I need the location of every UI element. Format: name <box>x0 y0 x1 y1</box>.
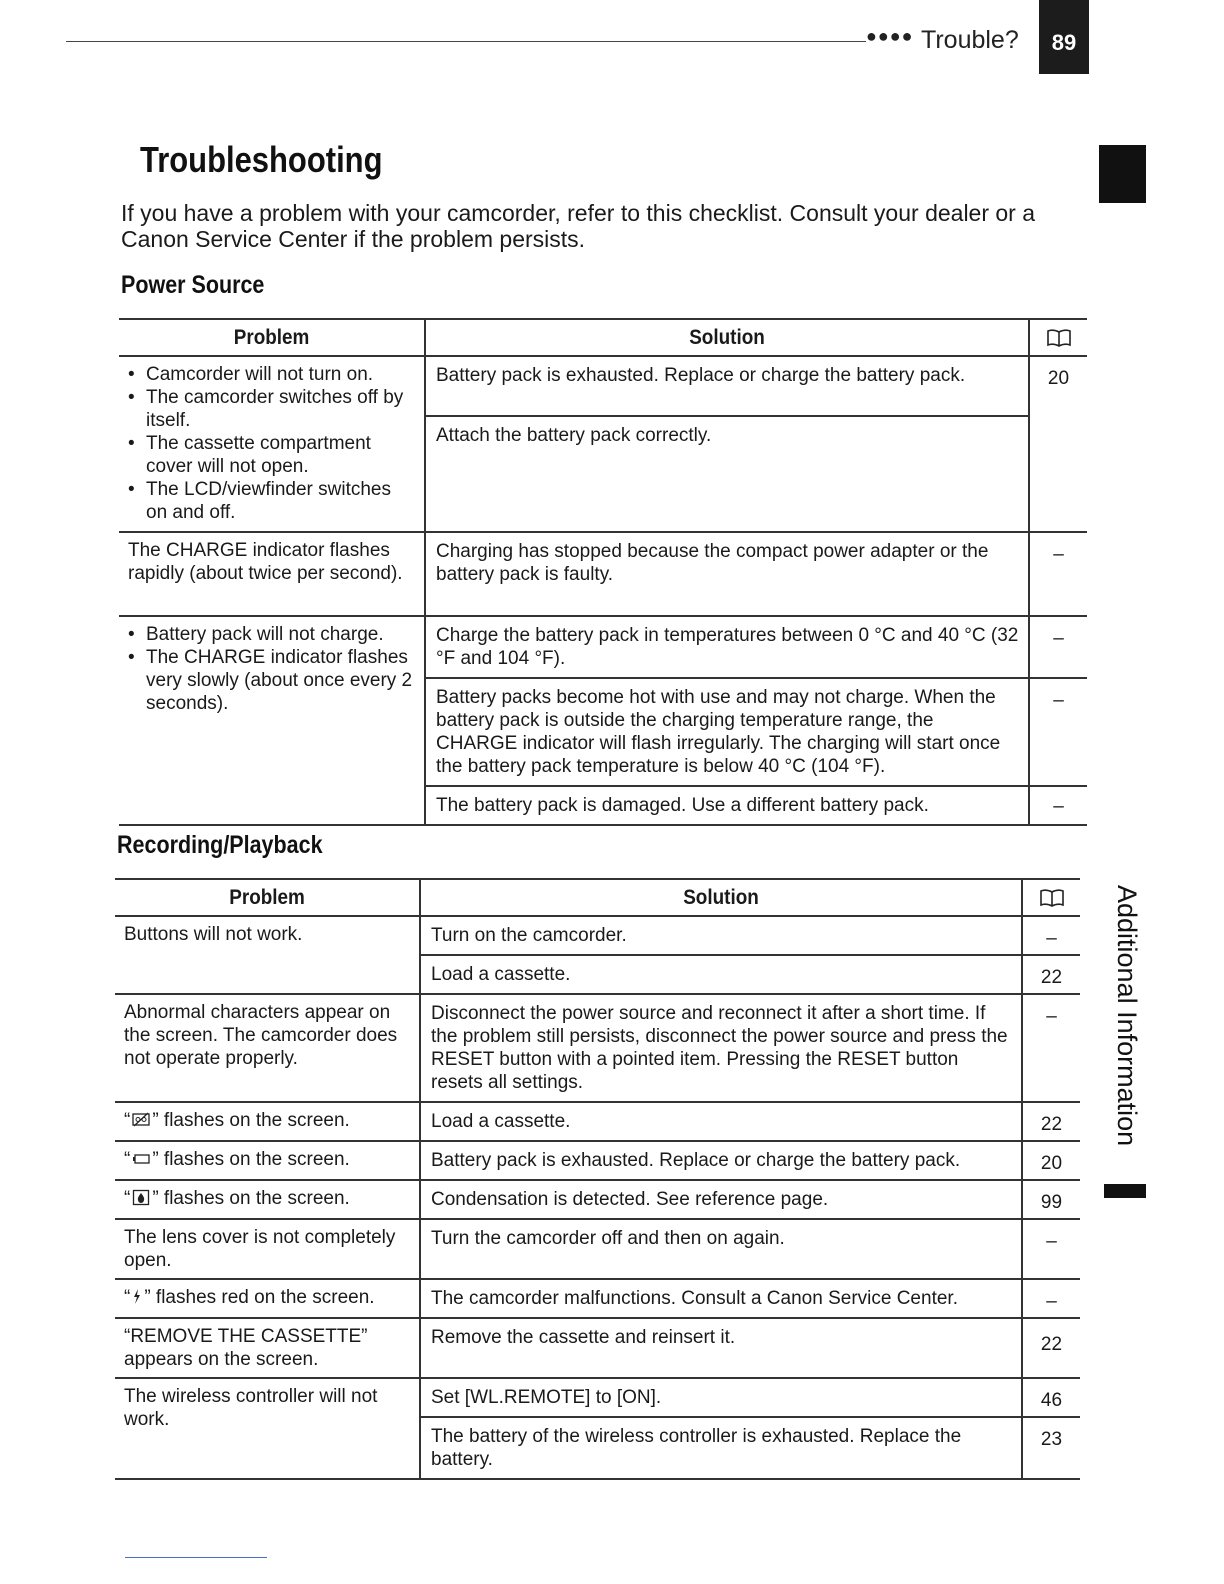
solution-cell: Charging has stopped because the compact power adapter or the battery pack is faulty. <box>425 532 1029 616</box>
reference-cell: – <box>1046 1006 1057 1027</box>
solution-cell: The battery of the wireless controller is exhausted. Replace the battery. <box>420 1417 1022 1479</box>
power-table <box>119 318 1087 826</box>
recording-heading: Recording/Playback <box>117 831 323 859</box>
reference-cell: 23 <box>1040 1429 1063 1450</box>
problem-header: Problem <box>130 879 405 916</box>
quote-open: “ <box>124 1188 131 1209</box>
reference-cell: – <box>1022 916 1080 955</box>
solution-cell: Turn on the camcorder. <box>420 916 1022 955</box>
no-cassette-icon <box>132 1111 150 1128</box>
header-dots: ●●●● <box>866 26 914 46</box>
warning-bolt-icon <box>132 1288 142 1305</box>
quote-open: “ <box>124 1149 131 1170</box>
reference-cell: – <box>1046 1291 1057 1312</box>
problem-header: Problem <box>134 319 409 356</box>
power-heading: Power Source <box>121 271 265 299</box>
reference-cell: – <box>1053 544 1064 565</box>
reference-cell: – <box>1046 1231 1057 1252</box>
footer-rule <box>125 1557 267 1558</box>
problem-cell <box>115 1180 420 1219</box>
quote-open: “ <box>124 1110 131 1131</box>
power-header-row <box>119 319 1087 356</box>
problem-cell: The CHARGE indicator flashes rapidly (about twice per second). <box>119 532 425 616</box>
table-row <box>115 1102 1080 1141</box>
reference-cell: – <box>1029 616 1087 678</box>
solution-cell: Battery pack is exhausted. Replace or charge the battery pack. <box>420 1141 1022 1180</box>
problem-cell <box>119 616 425 825</box>
reference-cell: 22 <box>1040 1334 1063 1355</box>
list-item: • Camcorder will not turn on. <box>128 363 416 386</box>
problem-cell: Buttons will not work. <box>115 916 420 994</box>
page-title: Troubleshooting <box>140 139 383 180</box>
recording-table <box>115 878 1080 1480</box>
solution-cell: Remove the cassette and reinsert it. <box>420 1318 1022 1378</box>
problem-list <box>128 623 416 715</box>
problem-cell <box>115 1279 420 1318</box>
solution-header: Solution <box>450 879 992 916</box>
problem-text: ” flashes on the screen. <box>152 1149 350 1170</box>
reference-cell: 46 <box>1022 1378 1080 1417</box>
problem-cell: The wireless controller will not work. <box>115 1378 420 1479</box>
header-rule <box>66 41 866 42</box>
problem-cell <box>115 1141 420 1180</box>
recording-header-row <box>115 879 1080 916</box>
problem-text: ” flashes on the screen. <box>152 1110 350 1131</box>
table-row <box>115 994 1080 1102</box>
book-icon <box>1046 328 1072 348</box>
reference-cell: – <box>1029 678 1087 786</box>
solution-cell: Disconnect the power source and reconnect it after a short time. If the problem still persists, disconnect the power source and press the RESET button with a pointed item. Pressing the RESET button resets all settings. <box>420 994 1022 1102</box>
table-row <box>115 1378 1080 1417</box>
section-name: Trouble? <box>921 26 1019 54</box>
side-label <box>1106 885 1142 1165</box>
list-item: • The cassette compartment cover will not open. <box>128 432 416 478</box>
side-tab-mark <box>1104 1184 1146 1198</box>
reference-cell: 20 <box>1047 368 1070 389</box>
solution-header: Solution <box>455 319 999 356</box>
solution-cell: Charge the battery pack in temperatures between 0 °C and 40 °C (32 °F and 104 °F). <box>425 616 1029 678</box>
table-row <box>115 1318 1080 1378</box>
battery-empty-icon <box>132 1150 150 1167</box>
problem-cell: Abnormal characters appear on the screen. The camcorder does not operate properly. <box>115 994 420 1102</box>
table-row <box>119 532 1087 616</box>
reference-cell: 22 <box>1040 1114 1063 1135</box>
solution-cell: Battery pack is exhausted. Replace or charge the battery pack. <box>425 356 1029 416</box>
table-row <box>115 916 1080 955</box>
condensation-icon <box>132 1189 150 1206</box>
table-row <box>115 1219 1080 1279</box>
table-row <box>115 1180 1080 1219</box>
solution-cell: Load a cassette. <box>420 955 1022 994</box>
reference-cell: 22 <box>1040 967 1063 988</box>
problem-text: ” flashes red on the screen. <box>144 1287 375 1308</box>
solution-cell: The battery pack is damaged. Use a different battery pack. <box>425 786 1029 825</box>
quote-open: “ <box>124 1287 131 1308</box>
reference-cell: 20 <box>1040 1153 1063 1174</box>
intro-text: If you have a problem with your camcorder, refer to this checklist. Consult your dealer or a Canon Service Center if the problem persists. <box>121 200 1036 252</box>
reference-cell: 99 <box>1040 1192 1063 1213</box>
book-icon <box>1039 888 1065 908</box>
problem-cell: The lens cover is not completely open. <box>115 1219 420 1279</box>
table-row <box>119 356 1087 416</box>
table-row <box>115 1141 1080 1180</box>
problem-list <box>128 363 416 524</box>
table-row <box>119 616 1087 678</box>
problem-cell: “REMOVE THE CASSETTE” appears on the screen. <box>115 1318 420 1378</box>
solution-cell: Load a cassette. <box>420 1102 1022 1141</box>
solution-cell: Battery packs become hot with use and may not charge. When the battery pack is outside the charging temperature range, the CHARGE indicator will flash irregularly. The charging will start once the battery pack temperature is below 40 °C (104 °F). <box>425 678 1029 786</box>
page-number: 89 <box>1039 0 1089 74</box>
solution-cell: Attach the battery pack correctly. <box>425 416 1029 532</box>
problem-cell <box>115 1102 420 1141</box>
list-item: • The LCD/viewfinder switches on and off. <box>128 478 416 524</box>
list-item: • Battery pack will not charge. <box>128 623 416 646</box>
reference-header <box>1029 319 1087 356</box>
problem-cell <box>119 356 425 532</box>
list-item: • The camcorder switches off by itself. <box>128 386 416 432</box>
list-item: • The CHARGE indicator flashes very slowly (about once every 2 seconds). <box>128 646 416 715</box>
table-row <box>115 1279 1080 1318</box>
solution-cell: The camcorder malfunctions. Consult a Canon Service Center. <box>420 1279 1022 1318</box>
solution-cell: Set [WL.REMOTE] to [ON]. <box>420 1378 1022 1417</box>
side-tab-block <box>1099 145 1146 203</box>
problem-text: ” flashes on the screen. <box>152 1188 350 1209</box>
solution-cell: Condensation is detected. See reference page. <box>420 1180 1022 1219</box>
side-label-text: Additional Information <box>1112 885 1142 1147</box>
solution-cell: Turn the camcorder off and then on again. <box>420 1219 1022 1279</box>
reference-cell: – <box>1053 796 1064 817</box>
reference-header <box>1022 879 1080 916</box>
